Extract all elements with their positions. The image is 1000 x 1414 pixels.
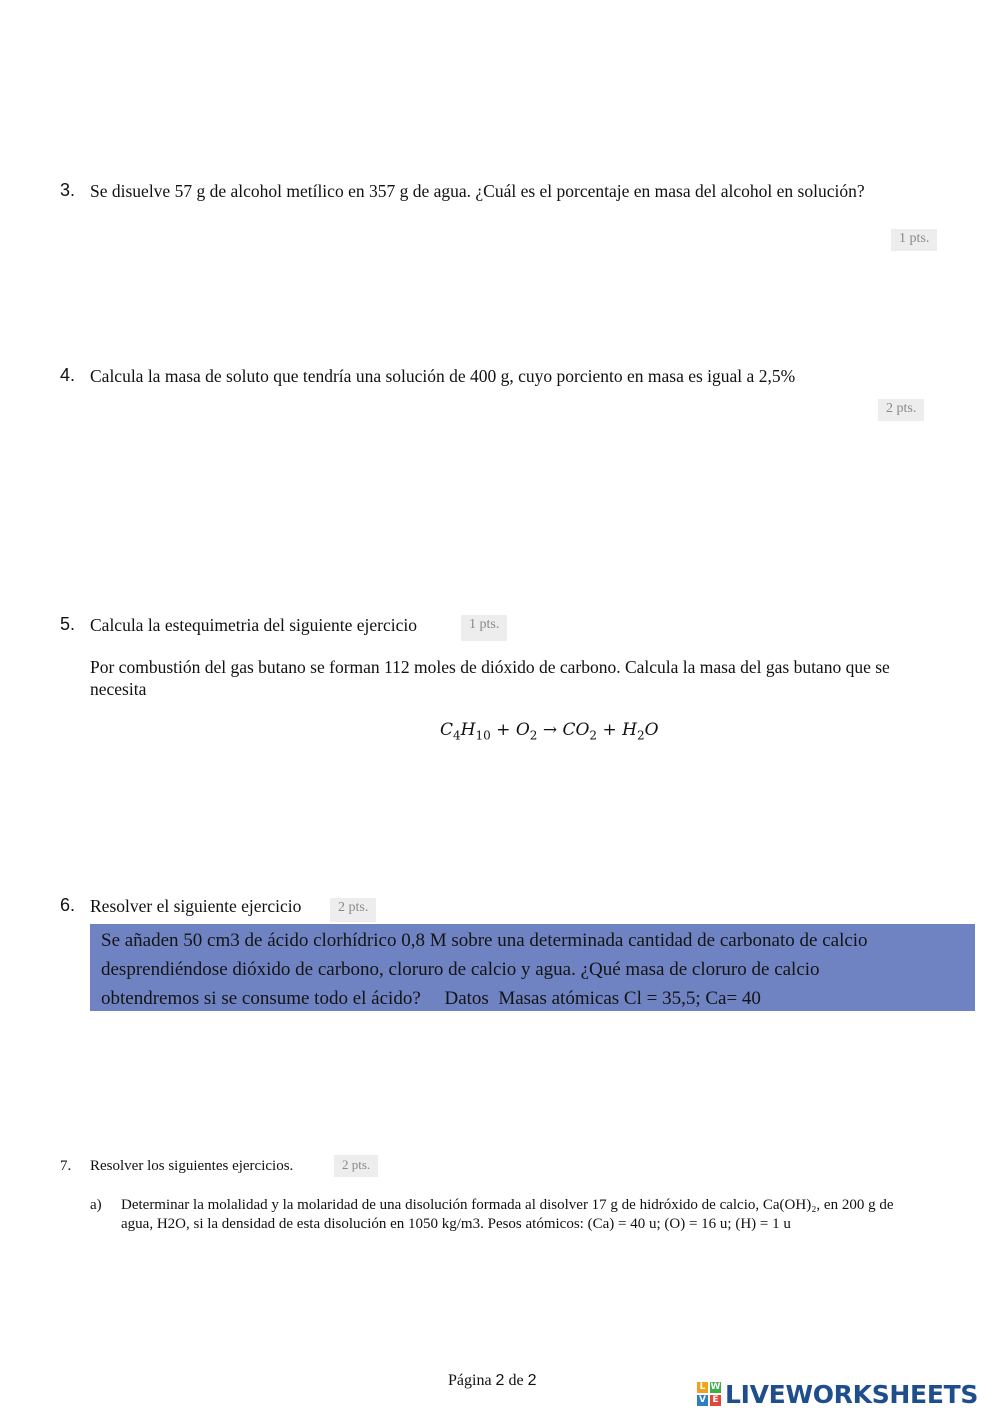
eq-o2-sub: 2 [529, 728, 538, 743]
footer-sep: de [508, 1372, 524, 1389]
question-3-text: Se disuelve 57 g de alcohol metílico en 357 g de agua. ¿Cuál es el porcentaje en masa del alcohol en solución? [90, 181, 865, 201]
eq-plus-1: + [496, 720, 511, 740]
eq-c-sub: 4 [453, 728, 461, 743]
logo-tiles-icon [697, 1382, 721, 1406]
scan-line-3: obtendremos si se consume todo el ácido? Datos Masas atómicas Cl = 35,5; Ca= 40 [101, 988, 761, 1009]
question-5-points[interactable]: 1 pts. [461, 615, 507, 641]
eq-o2: O [515, 720, 530, 740]
eq-h: H [460, 720, 476, 740]
footer-total-pages: 2 [527, 1372, 537, 1389]
question-4-text: Calcula la masa de soluto que tendría una solución de 400 g, cuyo porciento en masa es igual a 2,5% [90, 366, 796, 386]
logo-tile-l: L [697, 1382, 708, 1393]
question-6-scanned-statement [90, 924, 975, 1011]
question-5-paragraph: Por combustión del gas butano se forman 112 moles de dióxido de carbono. Calcula la masa del gas butano que se necesita [90, 657, 890, 699]
logo-tile-w: W [710, 1382, 721, 1392]
scan-line-1: Se añaden 50 cm3 de ácido clorhídrico 0,8 M sobre una determinada cantidad de carbonato de calcio [101, 930, 868, 951]
question-3-number: 3. [60, 180, 76, 200]
eq-arrow: → [542, 720, 558, 740]
eq-h2o-o: O [644, 720, 659, 740]
question-7a-line-2: agua, H2O, si la densidad de esta disolución en 1050 kg/m3. Pesos atómicos: (Ca) = 40 u; (O) = 16 u; (H) = 1 u [121, 1216, 791, 1232]
eq-co2-sub: 2 [589, 728, 598, 743]
question-7-points[interactable]: 2 pts. [334, 1155, 378, 1177]
eq-h2o-sub: 2 [636, 728, 645, 743]
question-6-number: 6. [60, 895, 76, 915]
eq-h-sub: 10 [475, 728, 491, 743]
footer-current-page: 2 [495, 1372, 505, 1389]
eq-c: C [440, 720, 454, 740]
logo-tile-e: E [710, 1395, 721, 1406]
logo-tile-v: V [697, 1395, 708, 1406]
question-7a-line-1: Determinar la molalidad y la molaridad de una disolución formada al disolver 17 g de hidróxido de calcio, Ca(OH)₂, en 200 g de [121, 1197, 894, 1213]
eq-h2o-h: H [622, 720, 637, 740]
eq-co2: CO [562, 720, 590, 740]
footer-label: Página [448, 1372, 492, 1389]
question-7-text: Resolver los siguientes ejercicios. [90, 1158, 294, 1174]
logo-text: LIVEWORKSHEETS [725, 1379, 979, 1409]
scan-line-2: desprendiéndose dióxido de carbono, cloruro de calcio y agua. ¿Qué masa de cloruro de calcio [101, 959, 820, 980]
eq-plus-2: + [602, 720, 617, 740]
question-5-number: 5. [60, 614, 76, 634]
liveworksheets-logo[interactable] [697, 1378, 978, 1410]
question-7a-label: a) [90, 1197, 102, 1213]
question-7a-text [121, 1196, 991, 1234]
question-6-text: Resolver el siguiente ejercicio [90, 896, 302, 916]
question-7-number: 7. [60, 1158, 72, 1174]
page-footer [448, 1372, 536, 1390]
question-3-points[interactable]: 1 pts. [891, 229, 937, 251]
question-4-points[interactable]: 2 pts. [878, 399, 924, 421]
combustion-equation [440, 720, 659, 742]
question-6-points[interactable]: 2 pts. [330, 898, 376, 922]
question-5-text: Calcula la estequimetria del siguiente ejercicio [90, 615, 418, 635]
question-4-number: 4. [60, 365, 76, 385]
